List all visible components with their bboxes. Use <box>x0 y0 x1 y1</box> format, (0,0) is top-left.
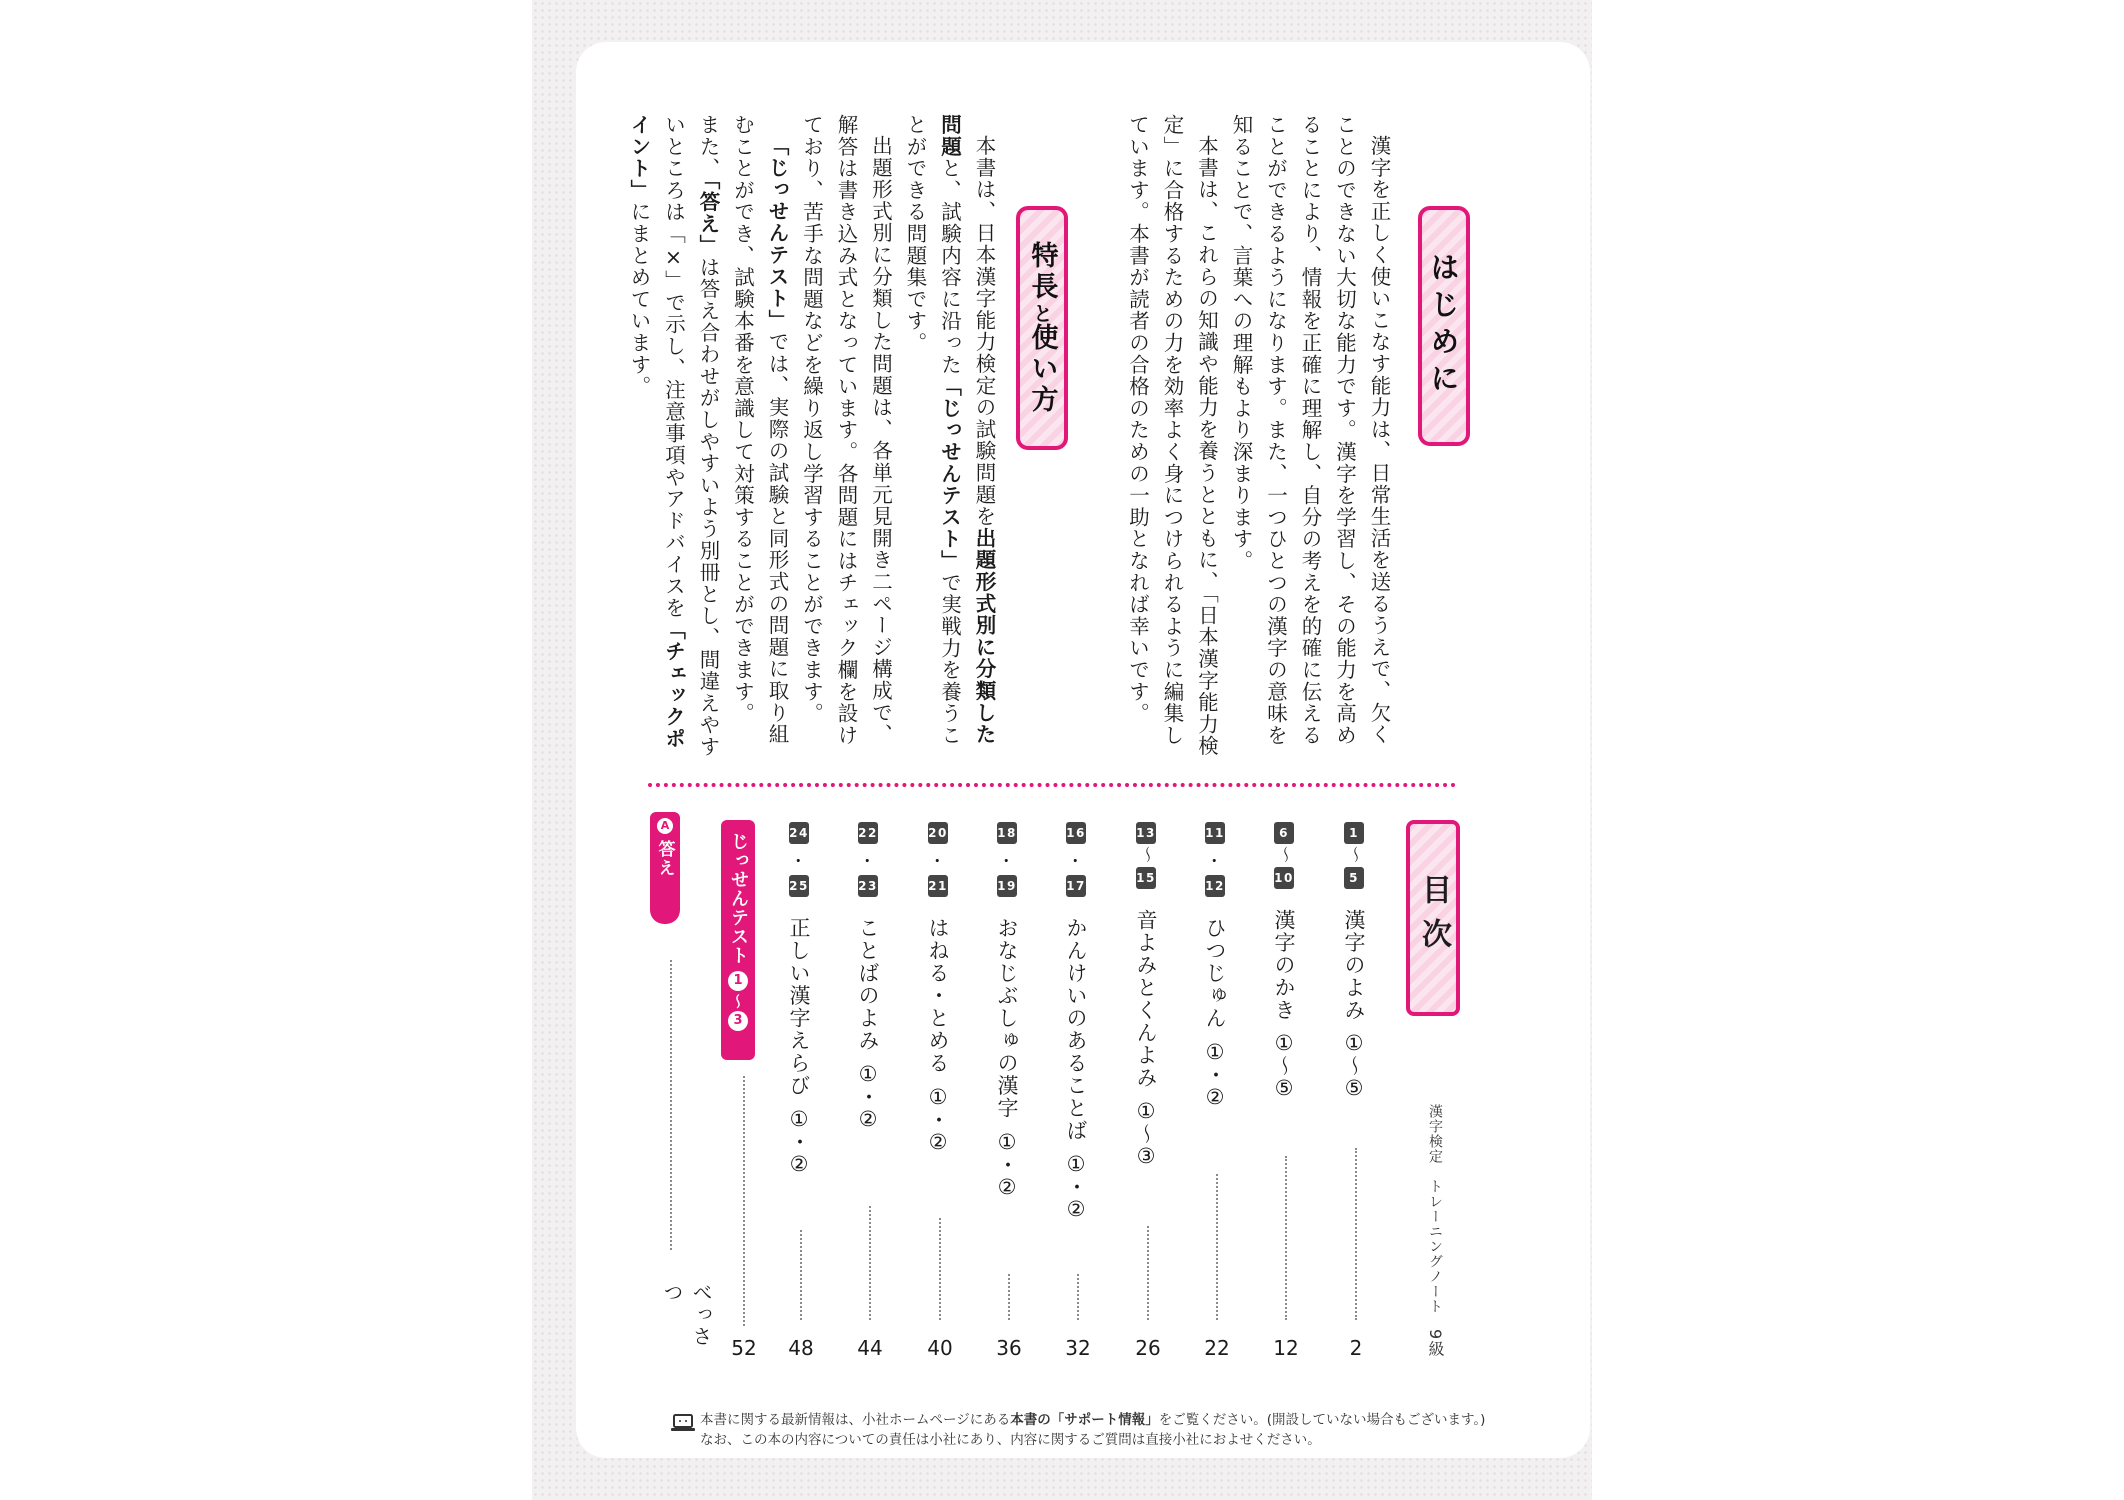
footer-line-2: なお、この本の内容についての責任は小社にあり、内容に関するご質問は直接小社におよせください。 <box>700 1432 1321 1448</box>
toc-leader <box>1355 1148 1357 1320</box>
number-separator: 〜 <box>1135 846 1156 865</box>
toc-page-bessatsu: べっさつ <box>660 1282 713 1348</box>
toc-entry-title <box>853 820 883 1131</box>
toc-leader <box>670 960 672 1250</box>
toc-entry-range: ①・② <box>995 1129 1019 1199</box>
features-heading-text: 特長と使い方 <box>1026 240 1058 416</box>
toc-page-number: 22 <box>1204 1336 1230 1360</box>
hajimeni-heading-text: はじめに <box>1426 252 1461 400</box>
section-number-badge: 6 <box>1274 822 1294 844</box>
answers-tag: A 答え <box>650 812 680 924</box>
number-separator: ・ <box>858 852 878 872</box>
toc-leader <box>869 1206 871 1320</box>
section-number-badge: 13 <box>1136 822 1156 844</box>
toc-entry-label: かんけいのあることば <box>1064 917 1088 1142</box>
hajimeni-paragraph-2: 本書は、これらの知識や能力を養うとともに、「日本漢字能力検定」に合格するための力を効率よく身につけられるように編集しています。本書が読者の合格のための一助となれば幸いです。 <box>1125 114 1219 757</box>
toc-leader <box>800 1230 802 1320</box>
toc-entry-answers[interactable] <box>654 819 713 1360</box>
footer-line-1: 本書に関する最新情報は、小社ホームページにある本書の「サポート情報」をご覧ください。(開設していない場合もございます。) <box>700 1412 1486 1428</box>
section-number-badge: 12 <box>1205 875 1225 897</box>
section-number-badge: 23 <box>858 875 878 897</box>
toc-entry-label: ことばのよみ <box>856 917 880 1052</box>
toc-page-number: 40 <box>927 1336 953 1360</box>
toc-heading-text: 目次 <box>1416 874 1451 962</box>
hajimeni-heading <box>1418 206 1470 446</box>
lightbulb-icon: A <box>657 818 673 834</box>
toc-entry-title <box>1200 820 1230 1109</box>
toc-entry-label: 漢字のよみ <box>1342 908 1366 1021</box>
toc-entry[interactable] <box>923 820 957 1360</box>
toc-page-number: 52 <box>731 1336 757 1360</box>
hajimeni-text <box>1120 114 1396 764</box>
toc-entry[interactable] <box>992 820 1026 1360</box>
features-paragraph-1: 本書は、日本漢字能力検定の試験問題を出題形式別に分類した問題と、試験内容に沿った「じっせんテスト」で実戦力を養うことができる問題集です。 <box>903 114 996 747</box>
toc-page-number: 36 <box>996 1336 1022 1360</box>
toc-entry-title <box>1131 820 1161 1168</box>
section-number-badge: 25 <box>789 875 809 897</box>
toc-leader <box>743 1076 745 1326</box>
toc-entry-range: ①〜⑤ <box>1342 1031 1366 1100</box>
number-separator: 〜 <box>1343 846 1364 865</box>
toc-entry-title <box>1269 820 1299 1100</box>
toc-heading <box>1406 820 1460 1016</box>
toc-leader <box>1008 1274 1010 1320</box>
number-separator: ・ <box>928 852 948 872</box>
features-paragraph-3: 「じっせんテスト」では、実際の試験と同形式の問題に取り組むことができ、試験本番を意識して対策することができます。 <box>730 114 789 745</box>
number-separator: ・ <box>997 852 1017 872</box>
footer-note <box>700 1410 1485 1450</box>
section-number-badge: 21 <box>928 875 948 897</box>
toc-leader <box>939 1218 941 1320</box>
series-title: 漢字検定 トレーニングノート 9級 <box>1426 1104 1445 1358</box>
toc-entry-label: 音よみとくんよみ <box>1134 908 1158 1089</box>
section-number-badge: 10 <box>1274 867 1294 889</box>
toc-entry-title <box>923 820 953 1154</box>
section-divider <box>648 783 1456 787</box>
hajimeni-paragraph-1: 漢字を正しく使いこなす能力は、日常生活を送るうえで、欠くことのできない大切な能力です。漢字を学習し、その能力を高めることにより、情報を正確に理解し、自分の考えを的確に伝えることができるようになります。また、一つひとつの漢字の意味を知ることで、言葉への理解もより深まります。 <box>1229 114 1391 747</box>
toc-entry-title <box>1061 820 1091 1221</box>
toc-page-number: 2 <box>1349 1336 1363 1360</box>
section-number-badge: 22 <box>858 822 878 844</box>
section-number-badge: 16 <box>1066 822 1086 844</box>
toc-entry-label: 正しい漢字えらび <box>787 917 811 1097</box>
toc-entry[interactable] <box>1269 820 1303 1360</box>
toc-entry-title <box>1339 820 1369 1100</box>
toc-page-number: 32 <box>1065 1336 1091 1360</box>
toc-entry[interactable] <box>1061 820 1095 1360</box>
features-text <box>622 114 1002 764</box>
number-separator: ・ <box>1205 852 1225 872</box>
number-separator: ・ <box>789 852 809 872</box>
section-number-badge: 19 <box>997 875 1017 897</box>
toc-entry-title <box>992 820 1022 1199</box>
toc-leader <box>1216 1174 1218 1320</box>
section-number-badge: 17 <box>1066 875 1086 897</box>
toc-entry-jissen-test[interactable] <box>727 820 761 1360</box>
section-number-badge: 20 <box>928 822 948 844</box>
toc-page-number: 48 <box>788 1336 814 1360</box>
toc-entry[interactable] <box>1339 820 1373 1360</box>
toc-entry-title <box>784 820 814 1176</box>
number-separator: 〜 <box>1273 846 1294 865</box>
toc-page-number: 12 <box>1273 1336 1299 1360</box>
toc-entry[interactable] <box>853 820 887 1360</box>
section-number-badge: 1 <box>1344 822 1364 844</box>
toc-entry-range: ①・② <box>1064 1152 1088 1221</box>
toc-leader <box>1285 1156 1287 1320</box>
section-number-badge: 18 <box>997 822 1017 844</box>
features-paragraph-4: また、「答え」は答え合わせがしやすいよう別冊とし、間違えやすいところは「×」で示し、注意事項やアドバイスを「チェックポイント」にまとめています。 <box>627 114 720 758</box>
toc-entry-label: ひつじゅん <box>1203 917 1227 1030</box>
toc-page-number: 44 <box>857 1336 883 1360</box>
number-separator: ・ <box>1066 852 1086 872</box>
jissen-test-tag: じっせんテスト 1 〜 3 <box>721 820 755 1060</box>
section-number-badge: 5 <box>1344 867 1364 889</box>
toc-entry-range: ①〜③ <box>1134 1098 1158 1168</box>
section-number-badge: 11 <box>1205 822 1225 844</box>
toc-entry-label: 漢字のかき <box>1272 908 1296 1021</box>
toc-entry-range: ①・② <box>926 1084 950 1154</box>
toc-entry[interactable] <box>784 820 818 1360</box>
toc-entry-range: ①・② <box>856 1062 880 1131</box>
features-heading <box>1016 206 1068 450</box>
section-number-badge: 15 <box>1136 867 1156 889</box>
toc-entry[interactable] <box>1200 820 1234 1360</box>
laptop-icon <box>670 1412 696 1434</box>
toc-entry-range: ①・② <box>787 1107 811 1176</box>
features-paragraph-2: 出題形式別に分類した問題は、各単元見開き二ページ構成で、解答は書き込み式となっています。各問題にはチェック欄を設けており、苦手な問題などを繰り返し学習することができます。 <box>799 114 893 747</box>
toc-entry-range: ①・② <box>1203 1039 1227 1109</box>
toc-entry-range: ①〜⑤ <box>1272 1031 1296 1100</box>
toc-entry-label: はねる・とめる <box>926 917 950 1075</box>
toc-entry[interactable] <box>1131 820 1165 1360</box>
toc-leader <box>1147 1226 1149 1320</box>
toc-leader <box>1077 1274 1079 1320</box>
toc-page-number: 26 <box>1135 1336 1161 1360</box>
toc-entry-label: おなじぶしゅの漢字 <box>995 917 1019 1120</box>
section-number-badge: 24 <box>789 822 809 844</box>
